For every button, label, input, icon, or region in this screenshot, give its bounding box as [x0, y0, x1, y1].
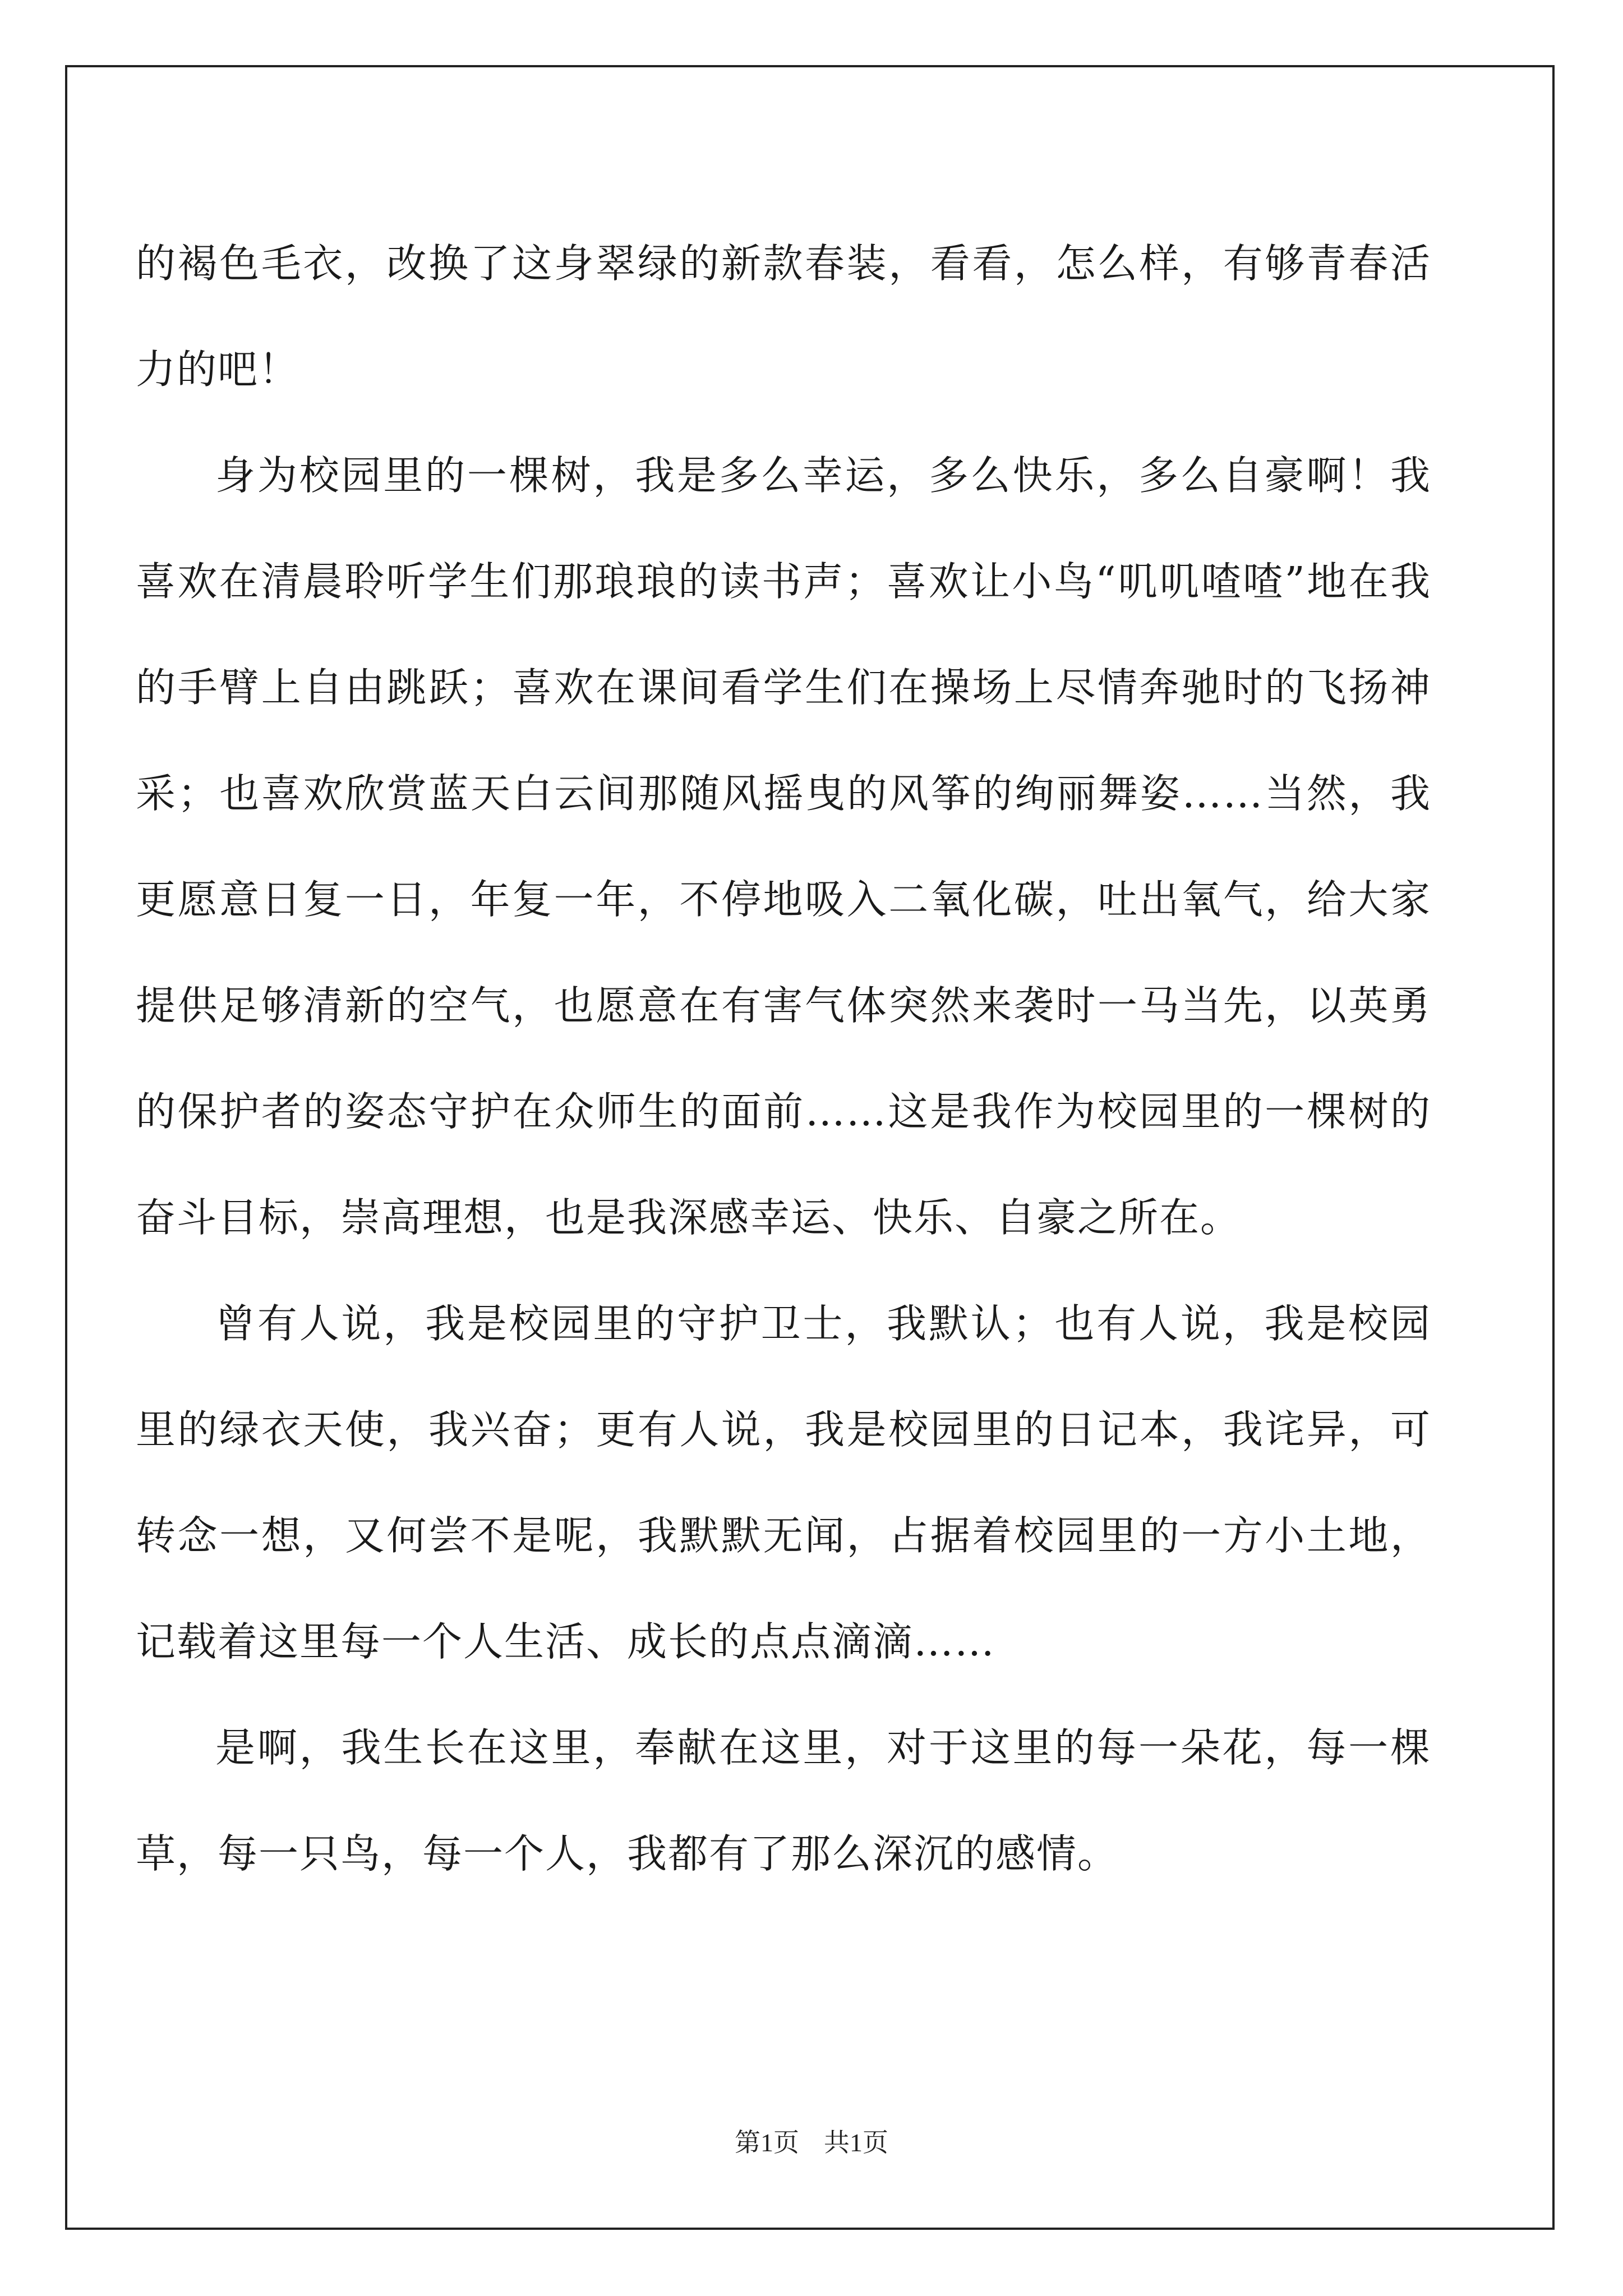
- page-number: 第1页: [735, 2128, 799, 2157]
- paragraph-school-tree: 身为校园里的一棵树，我是多么幸运，多么快乐，多么自豪啊！我喜欢在清晨聆听学生们那琅琅的读书声；喜欢让小鸟“叽叽喳喳”地在我的手臂上自由跳跃；喜欢在课间看学生们在操场上尽情奔驰时的飞扬神采；也喜欢欣赏蓝天白云间那随风摇曳的风筝的绚丽舞姿……当然，我更愿意日复一日，年复一年，不停地吸入二氧化碳，吐出氧气，给大家提供足够清新的空气，也愿意在有害气体突然来袭时一马当先，以英勇的保护者的姿态守护在众师生的面前……这是我作为校园里的一棵树的奋斗目标，崇高理想，也是我深感幸运、快乐、自豪之所在。: [136, 452, 1431, 1241]
- page-footer: [0, 2122, 1623, 2159]
- page-total: 共1页: [824, 2128, 888, 2157]
- paragraph-continuation: 的褐色毛衣，改换了这身翠绿的新款春装，看看，怎么样，有够青春活力的吧！: [136, 240, 1431, 393]
- paragraph-guardian: 曾有人说，我是校园里的守护卫士，我默认；也有人说，我是校园里的绿衣天使，我兴奋；更有人说，我是校园里的日记本，我诧异，可转念一想，又何尝不是呢，我默默无闻，占据着校园里的一方小土地，记载着这里每一个人生活、成长的点点滴滴……: [136, 1300, 1431, 1665]
- document-body: [136, 210, 1431, 1907]
- paragraph-conclusion: 是啊，我生长在这里，奉献在这里，对于这里的每一朵花，每一棵草，每一只鸟，每一个人，我都有了那么深沉的感情。: [136, 1724, 1431, 1877]
